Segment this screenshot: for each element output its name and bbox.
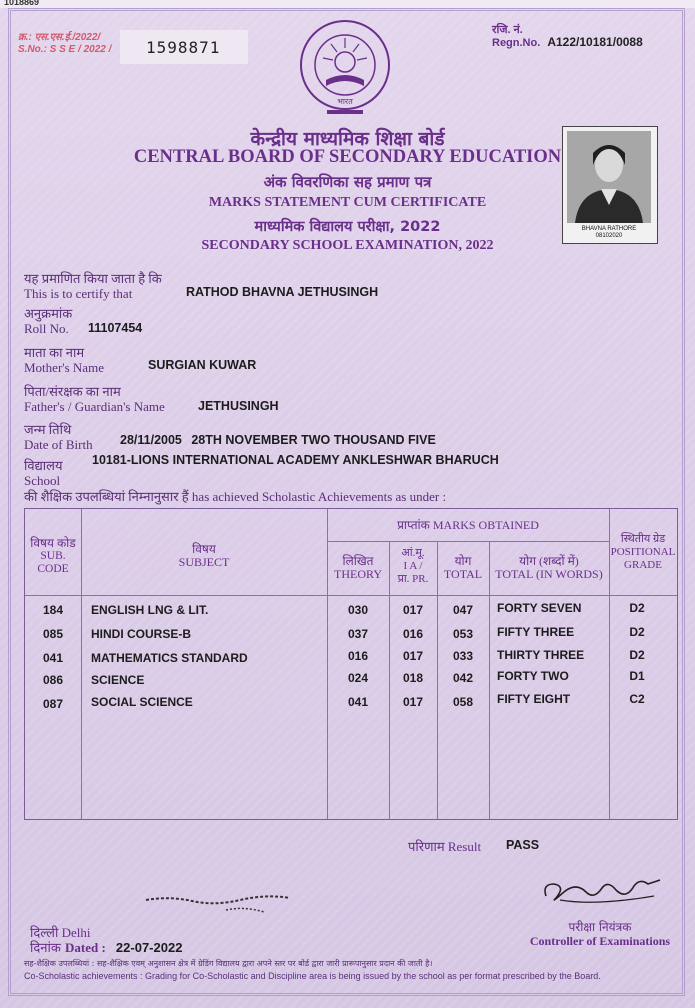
header-subject-en: SUBJECT: [178, 555, 230, 569]
row-0-theory: 030: [347, 603, 369, 617]
dob-label-hi: जन्म तिथि: [24, 422, 72, 437]
result-value: PASS: [506, 838, 540, 852]
serial-label: [18, 32, 111, 56]
row-4-theory: 041: [347, 695, 369, 709]
doc-title-hi: अंक विवरणिका सह प्रमाण पत्र: [263, 173, 432, 191]
row-1-code: 085: [42, 627, 64, 641]
certify-label: [24, 271, 162, 301]
row-0-grade: D2: [629, 601, 645, 615]
photo-caption-name: BHAVNA RATHORE: [581, 226, 637, 232]
header-total-hi: योग: [454, 554, 472, 568]
row-1-total: 053: [452, 627, 474, 641]
row-2-words: THIRTY THREE: [497, 648, 585, 662]
row-0-ia: 017: [402, 603, 424, 617]
header-grade-hi: स्थितीय ग्रेड: [620, 533, 666, 545]
row-3-total: 042: [452, 671, 474, 685]
row-0-words: FORTY SEVEN: [497, 601, 582, 615]
serial-label-en: S.No.: S S E / 2022 /: [18, 44, 112, 55]
header-theory-en: THEORY: [334, 567, 382, 581]
school-label-en: School: [24, 473, 61, 488]
result-label: [408, 837, 481, 855]
photo-caption: [565, 226, 653, 240]
row-3-words: FORTY TWO: [497, 669, 569, 683]
roll-label-hi: अनुक्रमांक: [24, 306, 73, 321]
row-1-ia: 016: [402, 627, 424, 641]
dob-words: 28TH NOVEMBER TWO THOUSAND FIVE: [191, 433, 436, 447]
row-divider: [25, 595, 677, 596]
header-words-hi: योग (शब्दों में): [519, 554, 579, 568]
certify-label-hi: यह प्रमाणित किया जाता है कि: [24, 271, 162, 286]
serial-number: 1598871: [146, 38, 221, 57]
top-serial: 1018869: [4, 0, 40, 7]
exam-title-hi: माध्यमिक विद्यालय परीक्षा, 2022: [254, 219, 441, 235]
header-sub-code-en: SUB. CODE: [37, 550, 69, 575]
certify-label-en: This is to certify that: [24, 286, 133, 301]
school-label-hi: विद्यालय: [24, 458, 63, 473]
row-2-grade: D2: [629, 648, 645, 662]
doc-title-en: MARKS STATEMENT CUM CERTIFICATE: [208, 195, 487, 210]
row-4-subject: SOCIAL SCIENCE: [91, 695, 193, 709]
place-en: Delhi: [61, 925, 91, 940]
achieved-en: has achieved Scholastic Achievements as under :: [191, 489, 447, 504]
header-grade-en: POSITIONAL GRADE: [610, 546, 676, 571]
row-2-code: 041: [42, 651, 64, 665]
top-strip: [0, 0, 695, 8]
row-0-code: 184: [42, 603, 64, 617]
header-marks-hi: प्राप्तांक: [397, 518, 430, 532]
header-marks-en: MARKS OBTAINED: [432, 518, 539, 532]
row-3-subject: SCIENCE: [91, 673, 145, 687]
regn-label-hi: रजि. नं.: [492, 24, 523, 36]
mother-label: [24, 345, 104, 375]
header-total-en: TOTAL: [443, 567, 483, 581]
serial-label-hi: क्र.: एस.एस.ई./2022/: [18, 32, 101, 43]
header-subject: [81, 543, 327, 569]
row-4-grade: C2: [629, 692, 645, 706]
signature-icon: [536, 870, 666, 910]
stamp-icon: [140, 888, 310, 918]
row-4-words: FIFTY EIGHT: [497, 692, 571, 706]
controller-hi: परीक्षा नियंत्रक: [568, 920, 632, 934]
header-total-words: [489, 555, 609, 581]
row-3-ia: 018: [402, 671, 424, 685]
board-title-en: CENTRAL BOARD OF SECONDARY EDUCATION: [133, 147, 562, 167]
col-divider: [489, 541, 490, 819]
photo-caption-sub: 08102020: [595, 233, 623, 239]
school-name: 10181-LIONS INTERNATIONAL ACADEMY ANKLESHWAR BHARUCH: [92, 453, 499, 467]
controller-signature: [536, 870, 666, 910]
row-3-theory: 024: [347, 671, 369, 685]
roll-label-en: Roll No.: [24, 321, 69, 336]
roll-number: 11107454: [88, 321, 143, 335]
father-label-hi: पिता/संरक्षक का नाम: [24, 384, 121, 399]
school-label: [24, 458, 63, 488]
candidate-name: RATHOD BHAVNA JETHUSINGH: [186, 285, 379, 299]
row-4-total: 058: [452, 695, 474, 709]
achieved-line: [24, 489, 446, 504]
dated-label-en: Dated :: [64, 940, 106, 955]
achieved-hi: की शैक्षिक उपलब्धियां निम्नानुसार हैं: [24, 489, 189, 504]
mother-label-hi: माता का नाम: [24, 345, 85, 360]
school-stamp: [140, 888, 310, 918]
header-words-en: TOTAL (IN WORDS): [495, 567, 603, 581]
footer-note-en: Co-Scholastic achievements : Grading for Co-Scholastic and Discipline area is being issued by the school as per format prescribed by the Board.: [24, 971, 601, 981]
marks-table: [24, 508, 678, 820]
dated-value: 22-07-2022: [115, 940, 183, 955]
controller-en: Controller of Examinations: [529, 934, 671, 948]
result-label-en: Result: [447, 839, 482, 854]
father-name: JETHUSINGH: [198, 399, 279, 413]
cbse-emblem: [296, 18, 394, 116]
row-1-theory: 037: [347, 627, 369, 641]
emblem-bharat: भारत: [337, 97, 353, 106]
row-1-grade: D2: [629, 625, 645, 639]
regn-value: A122/10181/0088: [547, 35, 643, 49]
row-2-subject: MATHEMATICS STANDARD: [91, 651, 248, 665]
place-hi: दिल्ली: [30, 925, 59, 940]
mother-name: SURGIAN KUWAR: [148, 358, 257, 372]
header-marks-obtained: [327, 519, 609, 532]
roll-label: [24, 306, 72, 336]
co-scholastic-note: [24, 958, 680, 982]
footer-note-hi: सह-शैक्षिक उपलब्धियां : सह-शैक्षिक एवम् अनुशासन क्षेत्र में ग्रेडिंग विद्यालय द्वारा अपने स्तर पर बोर्ड द्वारा जारी प्रारूपानुसार प्रदान की जाती है।: [24, 959, 433, 968]
result-label-hi: परिणाम: [408, 839, 445, 854]
row-0-subject: ENGLISH LNG & LIT.: [91, 603, 209, 617]
exam-title-en: SECONDARY SCHOOL EXAMINATION, 2022: [201, 238, 494, 253]
header-sub-code: [25, 537, 81, 576]
regn-row: [492, 35, 643, 49]
dated-row: [30, 938, 182, 956]
header-ia-en: I A /: [403, 560, 423, 572]
header-sub-code-hi: विषय कोड: [30, 536, 76, 550]
header-pr: प्रा. PR.: [397, 573, 429, 585]
mother-label-en: Mother's Name: [24, 360, 104, 375]
father-label-en: Father's / Guardian's Name: [24, 399, 165, 414]
dob-date: 28/11/2005: [120, 433, 182, 447]
row-4-ia: 017: [402, 695, 424, 709]
photo-image: [567, 131, 651, 223]
dob-label: [24, 422, 93, 452]
row-2-theory: 016: [347, 649, 369, 663]
row-3-grade: D1: [629, 669, 645, 683]
header-ia-hi: आं.मू.: [401, 547, 425, 559]
row-4-code: 087: [42, 697, 64, 711]
person-silhouette-icon: [567, 131, 651, 223]
row-0-total: 047: [452, 603, 474, 617]
row-2-ia: 017: [402, 649, 424, 663]
regn-label-en: Regn.No.: [492, 37, 541, 49]
header-grade: [609, 533, 677, 572]
row-1-words: FIFTY THREE: [497, 625, 575, 639]
dob-label-en: Date of Birth: [24, 437, 93, 452]
row-3-code: 086: [42, 673, 64, 687]
father-label: [24, 384, 165, 414]
row-2-total: 033: [452, 649, 474, 663]
header-theory: [327, 555, 389, 581]
dated-label-hi: दिनांक: [30, 940, 61, 955]
board-title-hi: केन्द्रीय माध्यमिक शिक्षा बोर्ड: [250, 128, 445, 150]
candidate-photo: [562, 126, 658, 244]
header-subject-hi: विषय: [192, 542, 216, 556]
header-theory-hi: लिखित: [342, 554, 374, 568]
row-1-subject: HINDI COURSE-B: [91, 627, 192, 641]
dob-value: [120, 433, 436, 447]
row-divider: [327, 541, 609, 542]
header-ia-pr: [389, 547, 437, 586]
header-total: [437, 555, 489, 581]
